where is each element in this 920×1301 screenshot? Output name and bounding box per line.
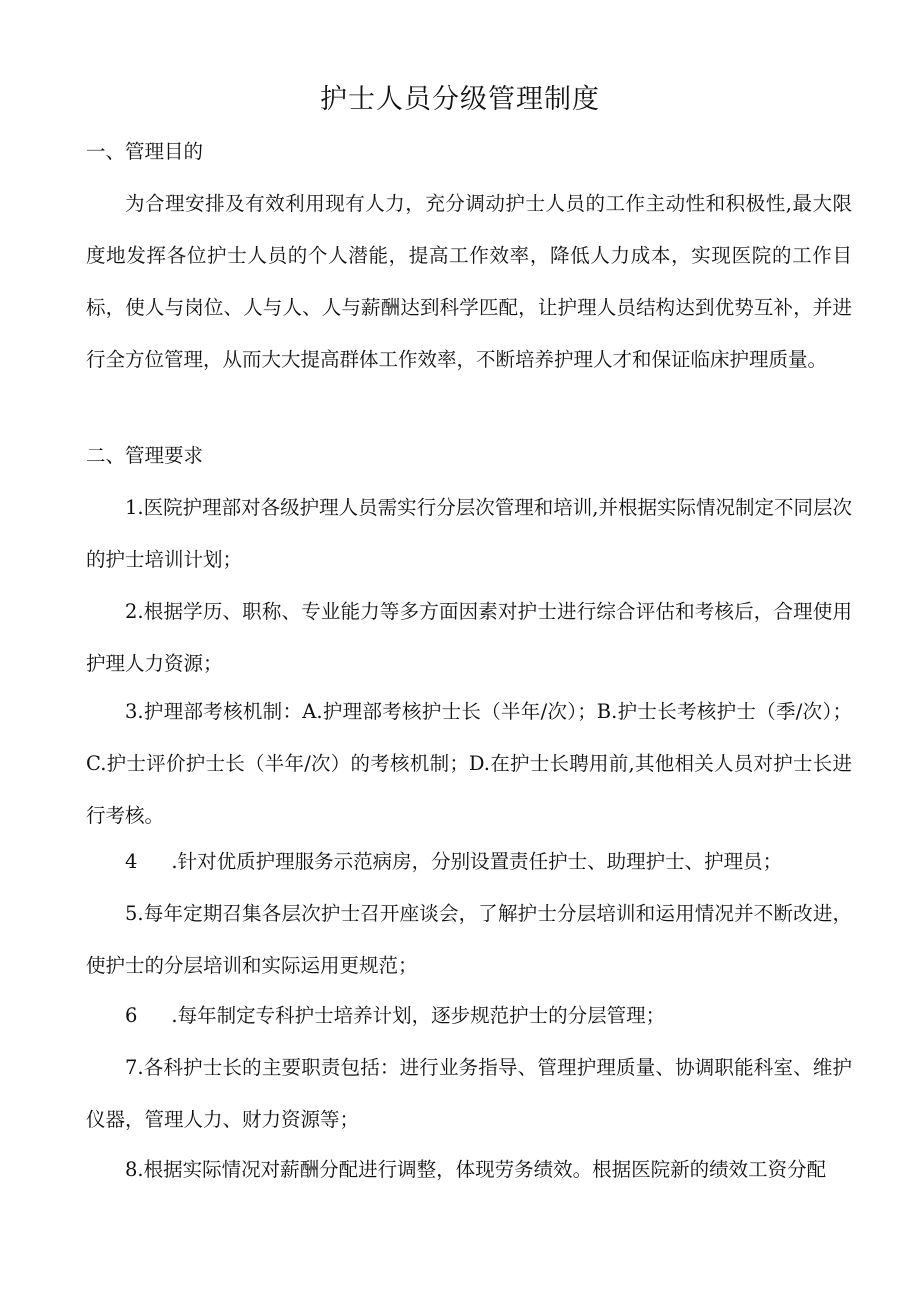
- item-number: 4: [125, 850, 138, 873]
- item-number: 2: [125, 600, 138, 623]
- requirement-item-6: [86, 990, 852, 1042]
- item-number: 1: [125, 496, 138, 519]
- item-text: .每年制定专科护士培养计划，逐步规范护士的分层管理；: [171, 1004, 666, 1027]
- section-heading-purpose: 一、管理目的: [86, 140, 204, 163]
- section-heading-requirements: 二、管理要求: [86, 444, 204, 467]
- item-text: .根据学历、职称、专业能力等多方面因素对护士进行综合评估和考核后，合理使用护理人力资源；: [86, 600, 852, 675]
- requirement-item-3: [86, 686, 852, 842]
- requirement-item-1: [86, 482, 852, 586]
- requirement-item-4: [86, 836, 852, 888]
- item-text: .根据实际情况对薪酬分配进行调整，体现劳务绩效。根据医院新的绩效工资分配: [137, 1158, 827, 1181]
- item-text: .针对优质护理服务示范病房，分别设置责任护士、助理护士、护理员；: [171, 850, 783, 873]
- item-text: .医院护理部对各级护理人员需实行分层次管理和培训,并根据实际情况制定不同层次的护士培训计划；: [86, 496, 852, 571]
- item-number: 5: [125, 902, 138, 925]
- item-text: .护理部考核机制：A.护理部考核护士长（半年/次）；B.护士长考核护士（季/次）；C.护士评价护士长（半年/次）的考核机制；D.在护士长聘用前,其他相关人员对护士长进行考核。: [86, 700, 852, 827]
- requirement-item-8: [86, 1144, 852, 1196]
- requirement-item-7: [86, 1042, 852, 1146]
- item-number: 3: [125, 700, 138, 723]
- purpose-paragraph: 为合理安排及有效利用现有人力，充分调动护士人员的工作主动性和积极性,最大限度地发挥各位护士人员的个人潜能，提高工作效率，降低人力成本，实现医院的工作目标，使人与岗位、人与人、人与薪酬达到科学匹配，让护理人员结构达到优势互补，并进行全方位管理，从而大大提高群体工作效率，不断培养护理人才和保证临床护理质量。: [86, 192, 852, 371]
- item-number: 8: [125, 1158, 138, 1181]
- requirement-item-5: [86, 888, 852, 992]
- item-number: 6: [125, 1004, 138, 1027]
- item-text: .每年定期召集各层次护士召开座谈会，了解护士分层培训和运用情况并不断改进，使护士的分层培训和实际运用更规范；: [86, 902, 852, 977]
- item-number: 7: [125, 1056, 138, 1079]
- requirement-item-2: [86, 586, 852, 690]
- item-text: .各科护士长的主要职责包括：进行业务指导、管理护理质量、协调职能科室、维护仪器，管理人力、财力资源等；: [86, 1056, 852, 1131]
- document-title: 护士人员分级管理制度: [320, 84, 600, 115]
